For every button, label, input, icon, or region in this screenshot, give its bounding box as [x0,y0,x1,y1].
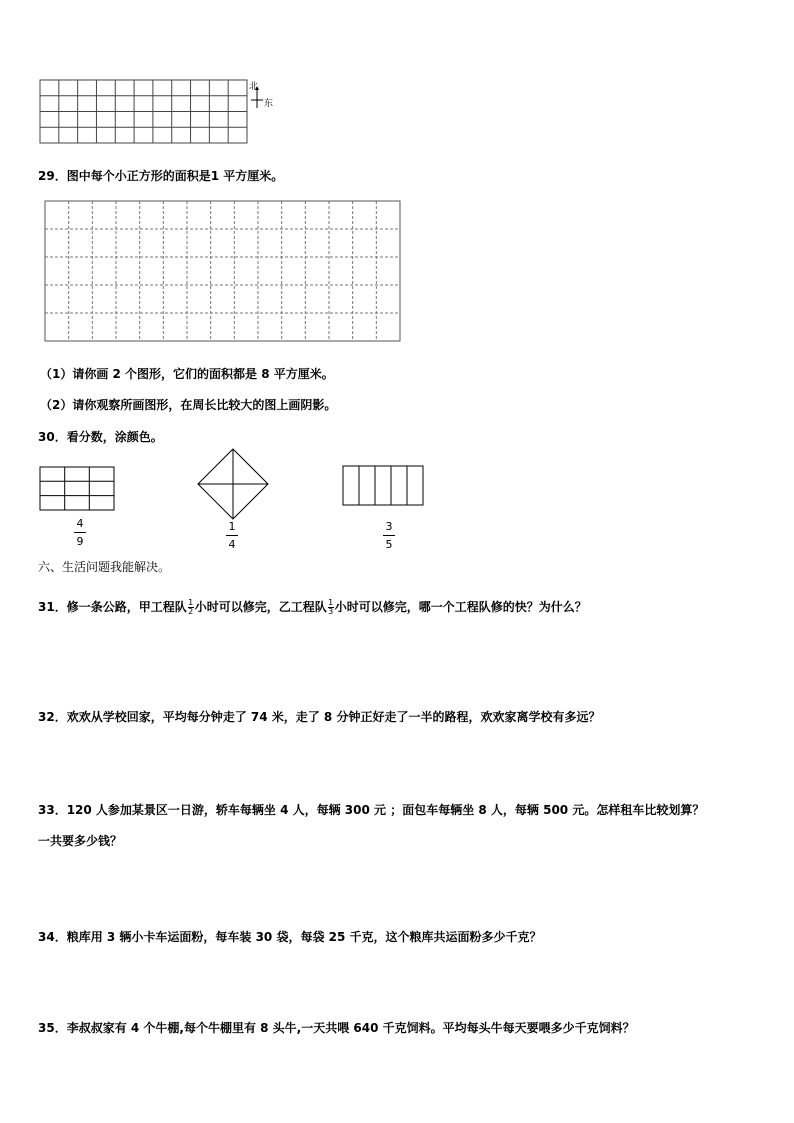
fraction-1-4 [222,520,242,551]
question-33-line-2: 一共要多少钱？ [38,834,123,848]
question-29: 29．图中每个小正方形的面积是1 平方厘米。 [38,169,284,183]
fraction-denominator: 4 [228,538,236,551]
question-35: 35．李叔叔家有 4 个牛棚,每个牛棚里有 8 头牛,一天共喂 640 千克饲料。平均每头牛每天要喂多少千克饲料？ [38,1021,635,1035]
rectangle-grid-shape [39,466,117,512]
fraction-numerator: 1 [228,520,236,533]
fraction-denominator: 3 [328,607,334,616]
fraction-numerator: 3 [385,520,393,533]
fraction-numerator: 1 [328,598,334,607]
fraction-numerator: 1 [188,598,194,607]
question-33-line-1: 33．120 人参加某景区一日游，轿车每辆坐 4 人，每辆 300 元 ；面包车每辆坐 8 人，每辆 500 元。怎样租车比较划算？ [38,803,705,817]
question-30: 30．看分数，涂颜色。 [38,430,163,444]
question-31-part-2: 小时可以修完，乙工程队 [194,600,327,614]
top-grid [39,79,251,145]
question-32: 32．欢欢从学校回家，平均每分钟走了 74 米，走了 8 分钟正好走了一半的路程，欢欢家离学校有多远？ [38,710,601,724]
section-6-heading: 六、生活问题我能解决。 [38,560,171,574]
fraction-denominator: 5 [385,538,393,551]
fraction-1-3 [328,599,334,616]
question-34: 34．粮库用 3 辆小卡车运面粉，每车装 30 袋，每袋 25 千克，这个粮库共运面粉多少千克？ [38,930,542,944]
fraction-1-2 [188,599,194,616]
square-grid [44,200,402,343]
fraction-denominator: 9 [76,535,84,548]
fraction-4-9 [70,517,90,548]
question-29-part-2: （2）请你观察所画图形，在周长比较大的图上画阴影。 [40,398,337,412]
diamond-shape [196,447,270,521]
question-31-part-1: 31．修一条公路，甲工程队 [38,600,187,614]
five-part-rectangle-shape [342,465,426,507]
fraction-denominator: 2 [188,607,194,616]
compass-north-label: 北 [249,82,259,92]
compass-east-label: 东 [264,99,274,109]
question-29-part-1: （1）请你画 2 个图形，它们的面积都是 8 平方厘米。 [40,367,334,381]
question-31-part-3: 小时可以修完，哪一个工程队修的快？为什么？ [334,600,587,614]
fraction-numerator: 4 [76,517,84,530]
question-31 [38,598,587,616]
fraction-3-5 [379,520,399,551]
